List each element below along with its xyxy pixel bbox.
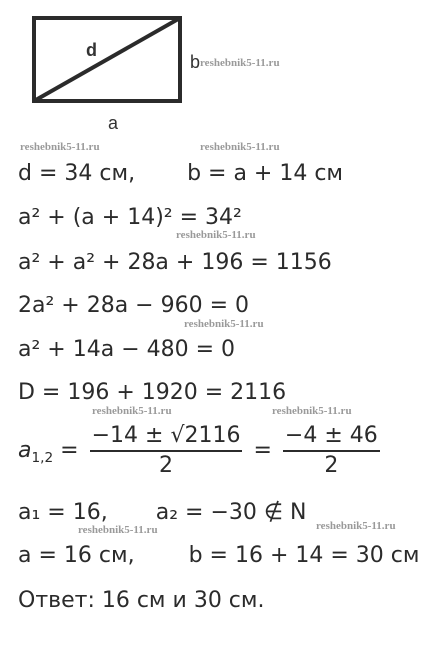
- roots-values: [18, 502, 306, 524]
- root-a2: a₂ = −30 ∉ N: [155, 500, 307, 525]
- equation-1: a² + (a + 14)² = 34²: [18, 205, 242, 230]
- final-a: a = 16 см,: [18, 543, 135, 568]
- rectangle-diagram: [0, 0, 447, 140]
- discriminant: D = 196 + 1920 = 2116: [18, 380, 287, 405]
- watermark: reshebnik5-11.ru: [176, 229, 256, 241]
- fraction-2-denominator: 2: [324, 453, 339, 478]
- fraction-1-numerator: −14 ± √2116: [90, 425, 243, 452]
- watermark: reshebnik5-11.ru: [316, 520, 396, 532]
- roots-fraction-2: [283, 425, 380, 477]
- watermark: reshebnik5-11.ru: [20, 141, 100, 153]
- roots-label: $a_{1,2}$ =: [18, 438, 79, 466]
- fraction-2-numerator: −4 ± 46: [283, 425, 380, 452]
- root-a1: a₁ = 16,: [18, 500, 108, 525]
- answer: Ответ: 16 см и 30 см.: [18, 588, 265, 613]
- given-b: b = a + 14 см: [187, 161, 344, 186]
- watermark: reshebnik5-11.ru: [200, 57, 280, 69]
- given-d: d = 34 см,: [18, 161, 136, 186]
- final-values: [18, 545, 419, 567]
- given-line: [18, 163, 343, 185]
- label-d: d: [86, 40, 97, 60]
- roots-fraction-1: [90, 425, 243, 477]
- watermark: reshebnik5-11.ru: [272, 405, 352, 417]
- equation-4: a² + 14a − 480 = 0: [18, 337, 236, 362]
- label-b: b: [190, 52, 201, 72]
- watermark: reshebnik5-11.ru: [92, 405, 172, 417]
- watermark: reshebnik5-11.ru: [78, 524, 158, 536]
- watermark: reshebnik5-11.ru: [200, 141, 280, 153]
- equation-2: a² + a² + 28a + 196 = 1156: [18, 250, 332, 275]
- diagonal-line: [34, 18, 180, 101]
- roots-formula: $a_{1,2}$ = $\frac{-14 \pm √2116}{2}$ = $\frac{-4 \pm 46}{2}$: [18, 423, 378, 478]
- final-b: b = 16 + 14 = 30 см: [188, 543, 420, 568]
- watermark: reshebnik5-11.ru: [184, 318, 264, 330]
- label-a: a: [108, 113, 119, 133]
- equation-3: 2a² + 28a − 960 = 0: [18, 293, 250, 318]
- fraction-1-denominator: 2: [159, 453, 174, 478]
